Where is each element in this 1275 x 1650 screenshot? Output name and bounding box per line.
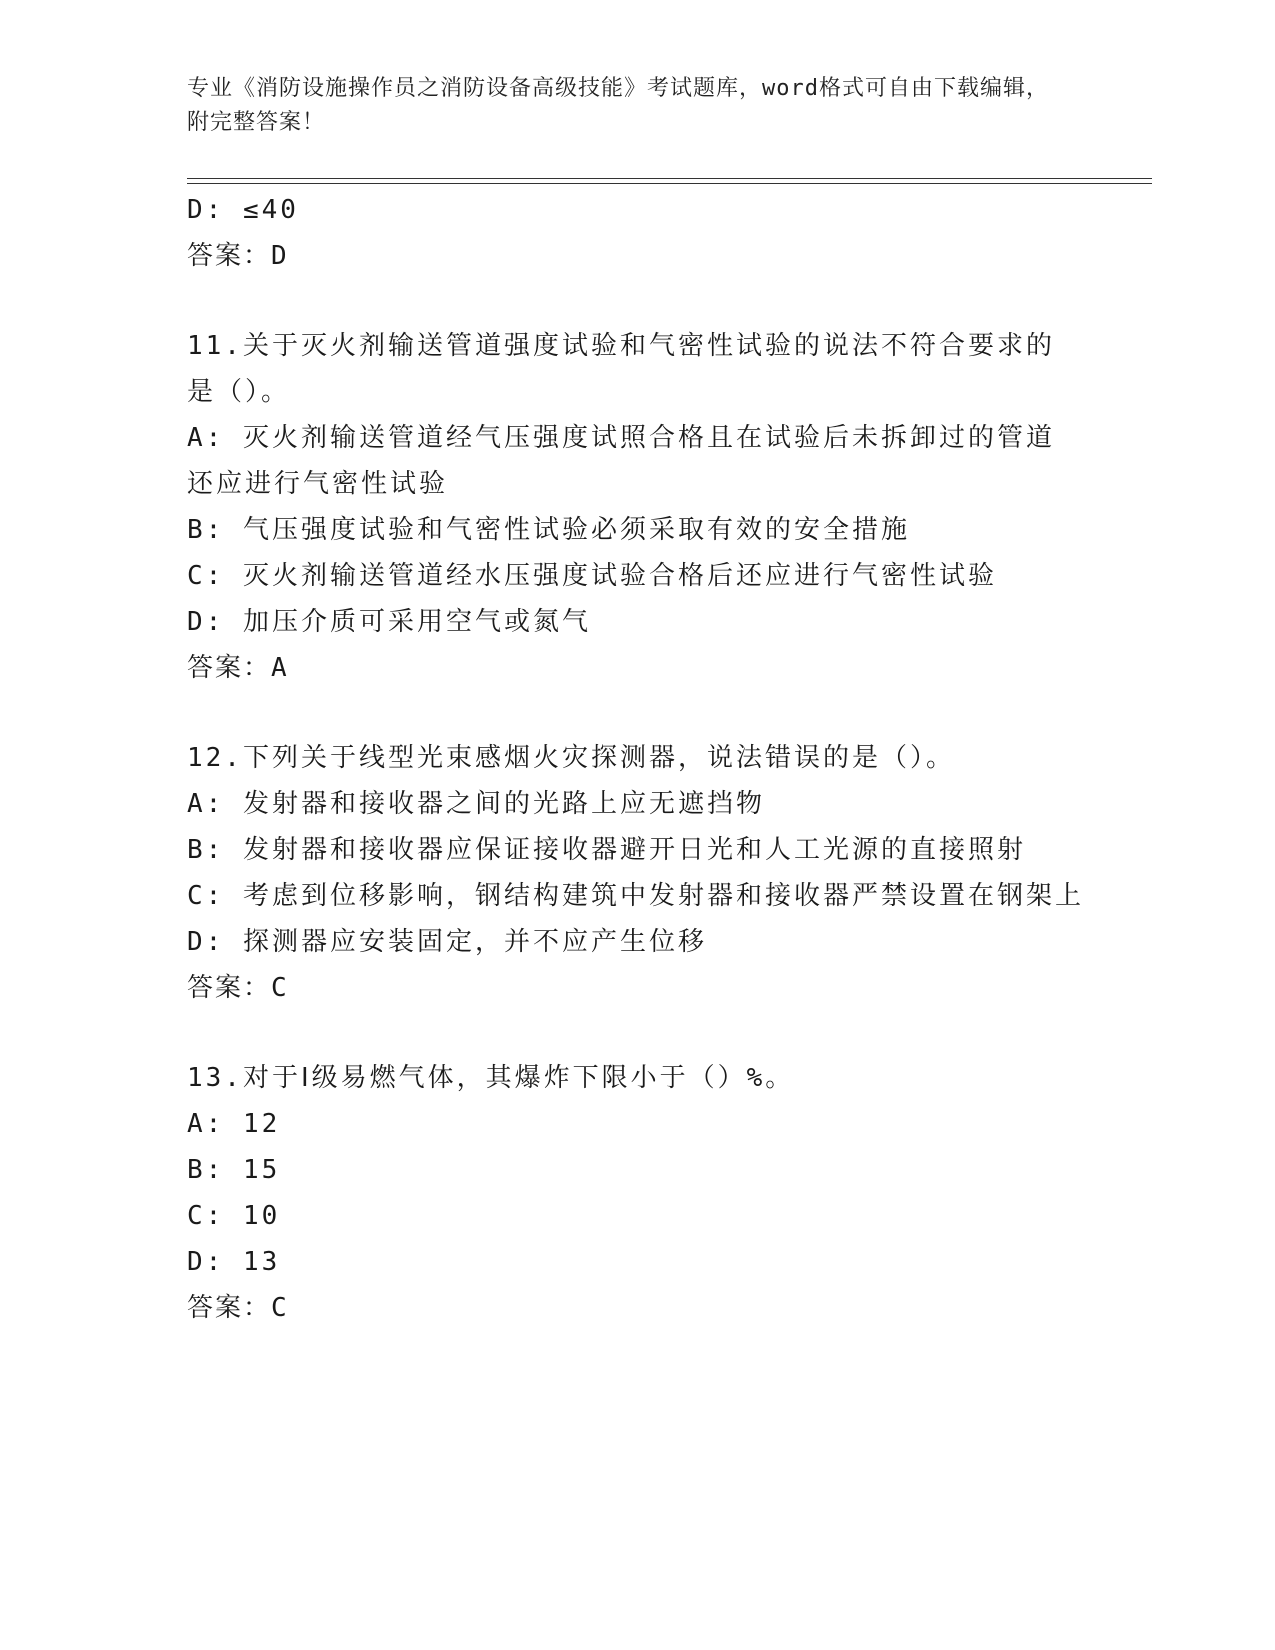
option-b: B: 发射器和接收器应保证接收器避开日光和人工光源的直接照射	[187, 835, 1026, 865]
document-header	[187, 72, 1067, 140]
answer-value: C	[271, 973, 288, 1003]
answer-value: D	[271, 241, 288, 271]
answer-label: 答案：	[187, 241, 272, 271]
question-stem: 11.关于灭火剂输送管道强度试验和气密性试验的说法不符合要求的是（）。	[187, 331, 1055, 407]
question-11	[187, 323, 1087, 691]
header-rule-top	[187, 178, 1152, 179]
option-d: D: 13	[187, 1247, 281, 1277]
answer	[187, 1285, 1087, 1331]
question-12	[187, 735, 1087, 1011]
answer-value: C	[271, 1293, 288, 1323]
spacer	[187, 279, 1087, 323]
option-c: C: 灭火剂输送管道经水压强度试验合格后还应进行气密性试验	[187, 561, 997, 591]
header-rule-bottom	[187, 183, 1152, 184]
option-c: C: 考虑到位移影响，钢结构建筑中发射器和接收器严禁设置在钢架上	[187, 881, 1084, 911]
option-a: A: 发射器和接收器之间的光路上应无遮挡物	[187, 789, 765, 819]
option-c: C: 10	[187, 1201, 281, 1231]
option-d: D: 加压介质可采用空气或氮气	[187, 607, 591, 637]
option-d: D: 探测器应安装固定，并不应产生位移	[187, 927, 707, 957]
answer-label: 答案：	[187, 1293, 272, 1323]
question-13	[187, 1055, 1087, 1331]
option-a: A: 12	[187, 1109, 281, 1139]
option-b: B: 气压强度试验和气密性试验必须采取有效的安全措施	[187, 515, 910, 545]
answer-label: 答案：	[187, 973, 272, 1003]
prev-option-d: D: ≤40	[187, 195, 299, 225]
question-content	[187, 187, 1087, 1331]
question-stem: 12.下列关于线型光束感烟火灾探测器，说法错误的是（）。	[187, 743, 955, 773]
option-b: B: 15	[187, 1155, 281, 1185]
spacer	[187, 1011, 1087, 1055]
answer	[187, 965, 1087, 1011]
spacer	[187, 691, 1087, 735]
question-stem: 13.对于Ⅰ级易燃气体，其爆炸下限小于（）%。	[187, 1063, 795, 1093]
header-text: 专业《消防设施操作员之消防设备高级技能》考试题库，word格式可自由下载编辑，附完整答案！	[187, 76, 1049, 135]
prev-answer	[187, 233, 1087, 279]
answer-value: A	[271, 653, 288, 683]
option-a: A: 灭火剂输送管道经气压强度试照合格且在试验后未拆卸过的管道还应进行气密性试验	[187, 423, 1055, 499]
answer	[187, 645, 1087, 691]
answer-label: 答案：	[187, 653, 272, 683]
